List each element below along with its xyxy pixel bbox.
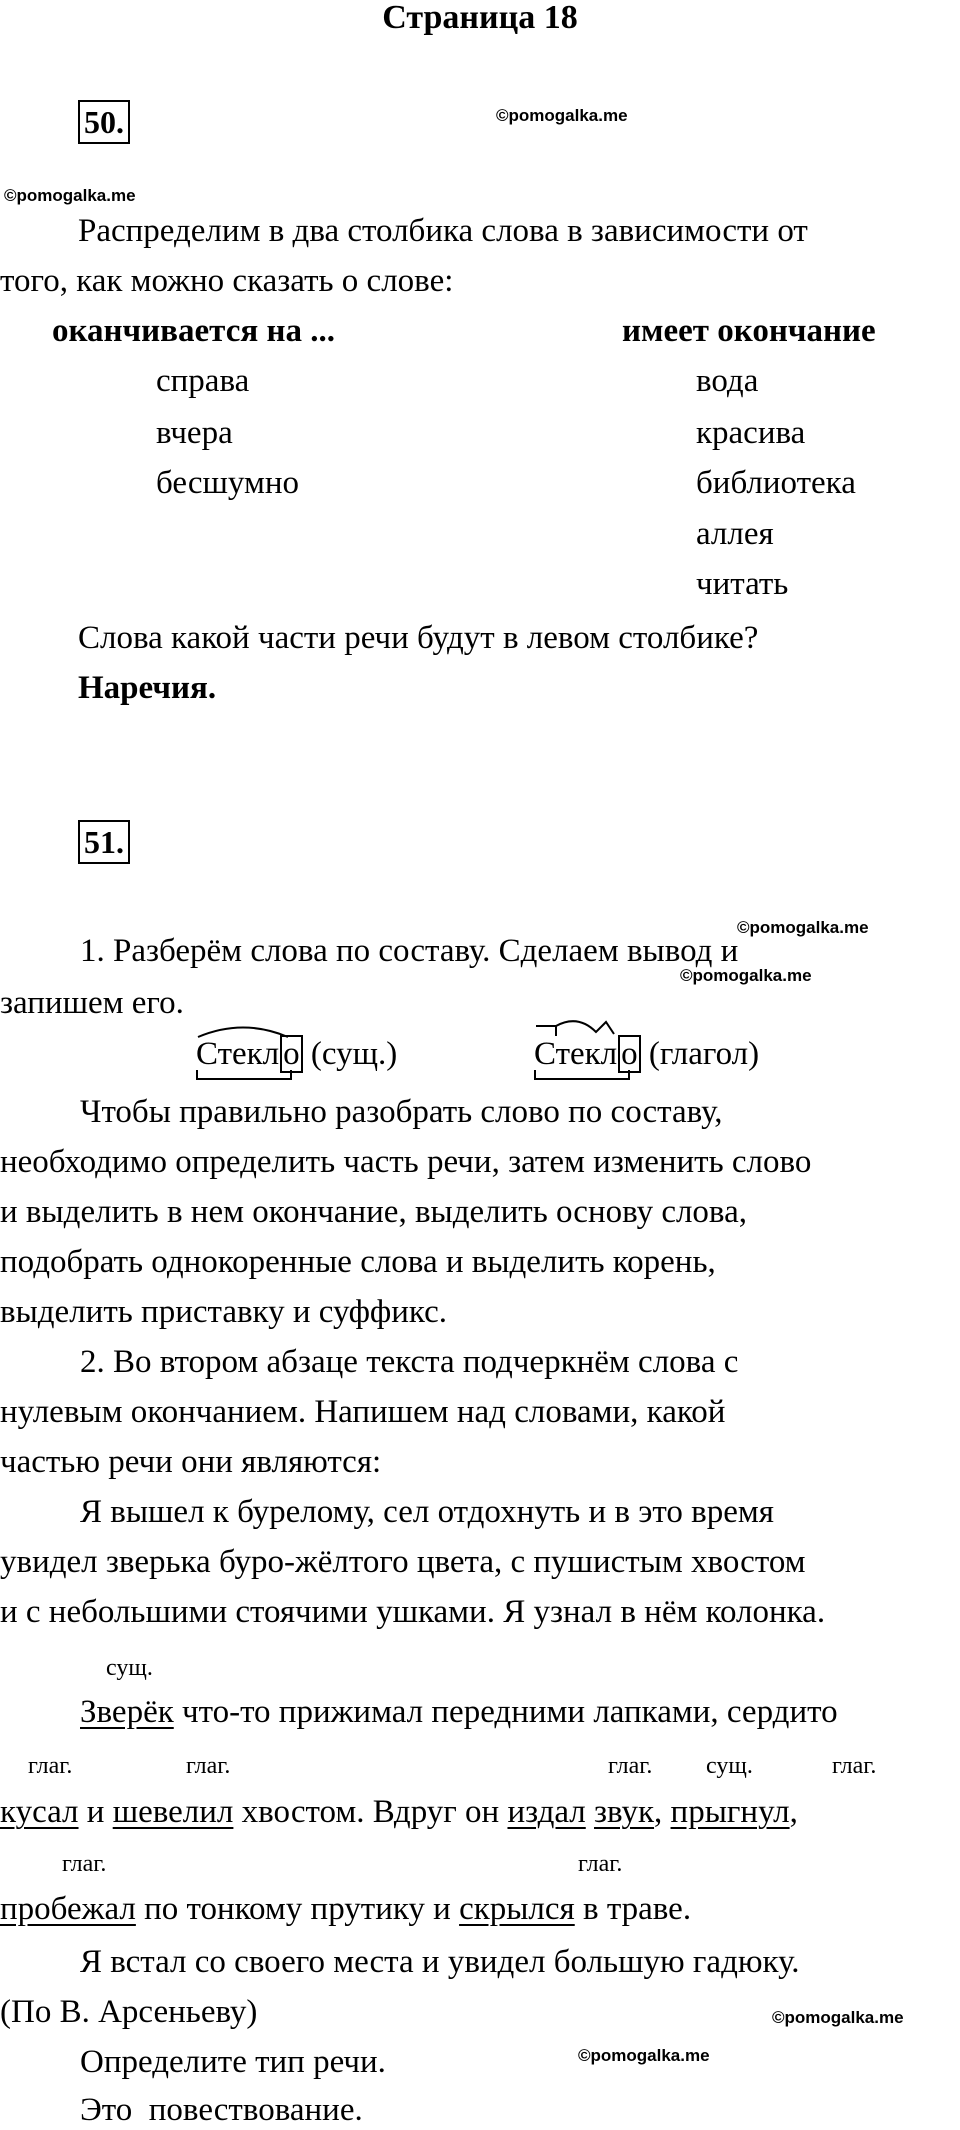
word-stem [534,1034,617,1074]
watermark: ©pomogalka.me [772,2008,904,2027]
task51-step1-line2: запишем его. [0,985,184,1021]
watermark: ©pomogalka.me [496,106,628,125]
part-of-speech-note: (глагол) [648,1036,760,1072]
plain-text: хвостом. Вдруг он [233,1794,508,1830]
para2-line3 [0,1889,691,1929]
watermark: ©pomogalka.me [4,186,136,205]
plain-text: что-то прижимал передними лапками, сердито [173,1694,838,1730]
pos-label-verb: глаг. [608,1753,653,1779]
page-title: Страница 18 [382,0,578,36]
step2-line: 2. Во втором абзаце текста подчеркнём слова с [80,1344,739,1380]
para2-line1 [80,1692,838,1732]
root-arc-icon [196,1024,290,1038]
left-column-item: вчера [156,415,233,451]
explanation-line: выделить приставку и суффикс. [0,1294,448,1330]
task50-intro-line1: Распределим в два столбика слова в зависимости от [78,213,808,249]
stem-text: Стекл [196,1036,280,1072]
left-column-item: справа [156,363,250,399]
pos-label-verb: глаг. [578,1851,623,1877]
ending-box: о [618,1035,641,1073]
task51-step1-line1: 1. Разберём слова по составу. Сделаем вывод и [80,933,739,969]
right-column-item: читать [696,566,789,602]
explanation-line: необходимо определить часть речи, затем изменить слово [0,1144,812,1180]
plain-text [586,1794,594,1830]
pos-label-noun: сущ. [106,1655,153,1681]
text-para3: Я встал со своего места и увидел большую гадюку. [80,1944,800,1980]
explanation-line: подобрать однокоренные слова и выделить корень, [0,1244,716,1280]
para2-line2 [0,1792,798,1832]
column-header-left: оканчивается на ... [52,313,335,349]
plain-text: , [654,1794,671,1830]
step2-line: нулевым окончанием. Напишем над словами, какой [0,1394,726,1430]
task50-answer: Наречия. [78,670,217,706]
plain-text: и [78,1794,113,1830]
plain-text: в траве. [574,1891,692,1927]
text-para1-line: и с небольшими стоячими ушками. Я узнал в нём колонка. [0,1594,826,1630]
underlined-word: прыгнул [670,1794,790,1830]
ending-box: о [280,1035,303,1073]
word-stem [196,1034,279,1074]
underlined-word: кусал [0,1794,79,1830]
plain-text: по тонкому прутику и [135,1891,460,1927]
pos-label-verb: глаг. [186,1753,231,1779]
task51-question: Определите тип речи. [80,2044,386,2080]
text-source: (По В. Арсеньеву) [0,1994,258,2030]
text-para1-line: увидел зверька буро-жёлтого цвета, с пушистым хвостом [0,1544,806,1580]
stem-text: Стекл [534,1036,618,1072]
underlined-word: звук [594,1794,655,1830]
morpheme-diagram-verb [534,1034,759,1074]
task50-intro-line2: того, как можно сказать о слове: [0,263,454,299]
step2-line: частью речи они являются: [0,1444,382,1480]
pos-label-verb: глаг. [62,1851,107,1877]
pos-label-noun: сущ. [706,1753,753,1779]
morpheme-diagram-noun [196,1034,397,1074]
task50-question: Слова какой части речи будут в левом столбике? [78,620,759,656]
right-column-item: библиотека [696,465,856,501]
right-column-item: аллея [696,516,774,552]
text-para1-line: Я вышел к бурелому, сел отдохнуть и в это время [80,1494,774,1530]
part-of-speech-note: (сущ.) [310,1036,398,1072]
right-column-item: красива [696,415,806,451]
plain-text: , [789,1794,798,1830]
underlined-word: Зверёк [80,1694,174,1730]
pos-label-verb: глаг. [28,1753,73,1779]
task51-answer: Это повествование. [80,2092,363,2128]
stem-bracket-icon [534,1070,630,1080]
watermark: ©pomogalka.me [578,2046,710,2065]
left-column-item: бесшумно [156,465,299,501]
explanation-line: Чтобы правильно разобрать слово по составу, [80,1094,723,1130]
stem-bracket-icon [196,1070,292,1080]
task-number-51: 51. [78,820,130,864]
column-header-right: имеет окончание [622,313,876,349]
watermark: ©pomogalka.me [680,966,812,985]
underlined-word: шевелил [112,1794,234,1830]
right-column-item: вода [696,363,759,399]
underlined-word: скрылся [459,1891,575,1927]
underlined-word: пробежал [0,1891,136,1927]
pos-label-verb: глаг. [832,1753,877,1779]
explanation-line: и выделить в нем окончание, выделить основу слова, [0,1194,747,1230]
watermark: ©pomogalka.me [737,918,869,937]
root-arc-icon [534,1020,628,1038]
underlined-word: издал [507,1794,586,1830]
task-number-50: 50. [78,100,130,144]
